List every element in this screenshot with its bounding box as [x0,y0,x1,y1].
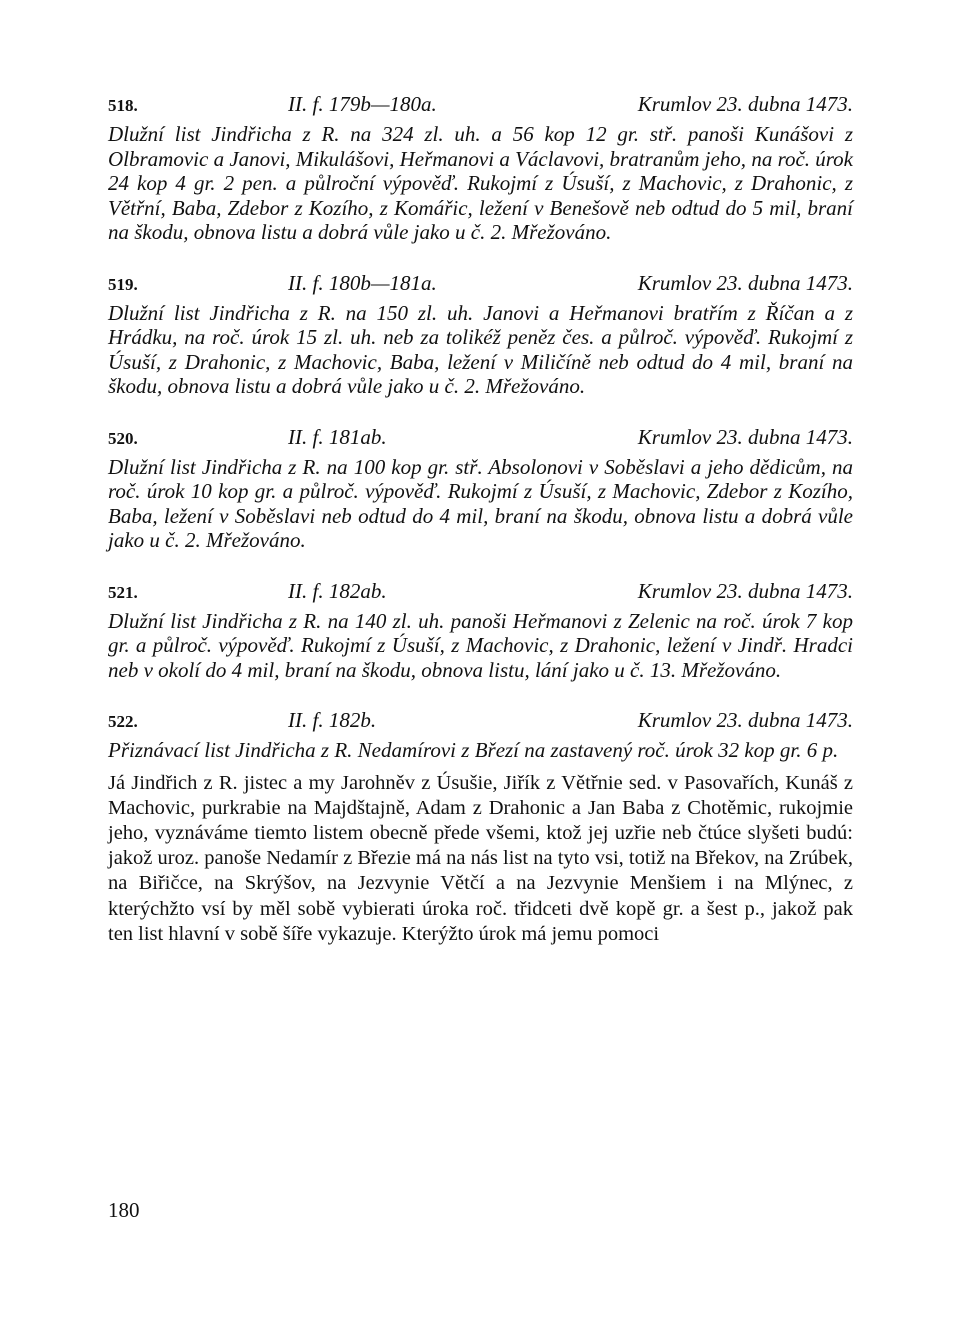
entry-folio: II. f. 181ab. [288,424,387,449]
entry-number: 519. [108,274,138,294]
entry-519 [108,271,853,399]
entry-521 [108,579,853,683]
entry-place-date: Krumlov 23. dubna 1473. [637,92,853,116]
entry-number: 520. [108,428,138,448]
entry-heading [108,92,853,122]
entry-place-date: Krumlov 23. dubna 1473. [637,270,853,295]
entry-520 [108,425,853,553]
entry-summary: Dlužní list Jindřicha z R. na 140 zl. uh. panoši Heřmanovi z Zelenic na roč. úrok 7 kop gr. a půlroč. výpověď. Rukojmí z Úsuší, z Machovic, z Drahonic, ležení v Jindř. Hradci neb v okolí do 4 mil, braní na škodu, obnova listu, lání jako u č. 13. Mřežováno. [108,608,853,682]
entry-place-date: Krumlov 23. dubna 1473. [637,708,853,732]
entry-summary: Dlužní list Jindřicha z R. na 150 zl. uh. Janovi a Heřmanovi bratřím z Říčan a z Hrádku, na roč. úrok 15 zl. uh. neb za tolikéž peněz čes. a půlroč. výpověď. Rukojmí z Úsuší, z Drahonic, z Machovic, Baba, ležení v Miličíně neb odtud do 4 mil, braní na škodu, obnova listu a dobrá vůle jako u č. 2. Mřežováno. [108,300,853,398]
entry-heading [108,708,853,738]
entry-number: 522. [108,712,138,731]
entry-summary: Dlužní list Jindřicha z R. na 100 kop gr. stř. Absolonovi v Soběslavi a jeho dědicům, na roč. úrok 10 kop gr. a půlroč. výpověď. Rukojmí z Úsuší, z Machovic, Zdebor z Kozího, Baba, ležení v Soběslavi neb odtud do 4 mil, braní na škodu, obnova listu a dobrá vůle jako u č. 2. Mřežováno. [108,454,853,552]
entry-heading [108,579,853,609]
charter-text: Já Jindřich z R. jistec a my Jarohněv z Úsušie, Jiřík z Větřnie sed. v Pasovařích, Kunáš z Machovic, purkrabie na Majdštajně, Adam z Drahonic a Jan Baba z Chotěmic, rukojmie jeho, vyznáváme tiemto listem obecně přede všemi, ktož jej uzřie neb čtúce slyšeti budú: jakož uroz. panoše Nedamír z Březie má na nás list na tyto vsi, totiž na Břekov, na Zrúbek, na Biřičce, na Skrýšov, na Jezvynie Větčí a na Jezvynie Menšiem i na Mlýnec, z kterýchžto vsí by měl sobě vybierati úroka roč. třidceti dvě kopě gr. a šest p., jakož pak ten list hlavní v sobě šíře vykazuje. Kterýžto úrok má jemu pomoci [108,771,853,945]
entry-number: 518. [108,96,138,115]
entry-summary: Dlužní list Jindřicha z R. na 324 zl. uh. a 56 kop 12 gr. stř. panoši Kunášovi z Olbramovic a Janovi, Mikulášovi, Heřmanovi a Václavovi, bratranům jeho, na roč. úrok 24 kop 4 gr. 2 pen. a půlroční výpověď. Rukojmí z Úsuší, z Machovic, z Drahonic, z Větřní, Baba, Zdebor z Kozího, z Komářic, ležení v Benešově neb odtud do 5 mil, braní na škodu, obnova listu a dobrá vůle jako u č. 2. Mřežováno. [108,122,853,244]
entry-folio: II. f. 179b—180a. [288,92,437,116]
entry-summary: Přiznávací list Jindřicha z R. Nedamírovi z Březí na zastavený roč. úrok 32 kop gr. 6 p. [108,738,839,762]
entry-place-date: Krumlov 23. dubna 1473. [637,424,853,449]
entry-518 [108,92,853,245]
entry-522 [108,708,853,763]
entry-folio: II. f. 182ab. [288,578,387,603]
entry-heading [108,425,853,455]
page-number: 180 [108,1198,140,1222]
entry-place-date: Krumlov 23. dubna 1473. [637,578,853,603]
entry-number: 521. [108,582,138,602]
entry-folio: II. f. 180b—181a. [288,270,437,295]
entry-heading [108,271,853,301]
entry-folio: II. f. 182b. [288,708,377,732]
page-content [108,92,853,947]
